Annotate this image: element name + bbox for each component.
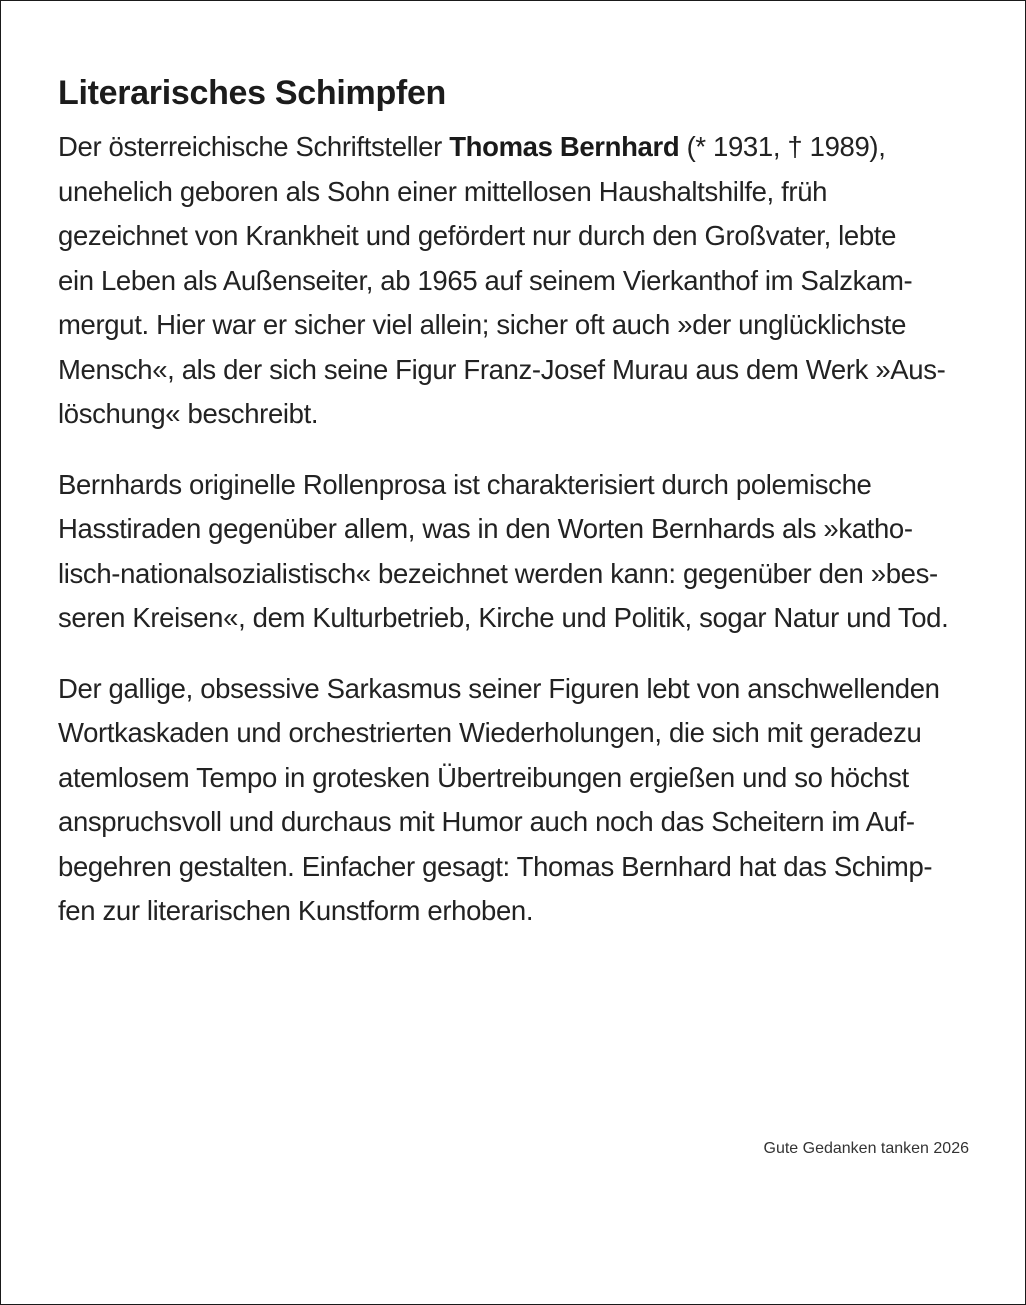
footer-caption: Gute Gedanken tanken 2026: [763, 1140, 969, 1157]
text-line: [58, 125, 970, 170]
text-line: lisch-nationalsozialistisch« bezeichnet werden kann: gegenüber den »bes-: [58, 557, 938, 589]
text-line: Wortkaskaden und orchestrierten Wiederholungen, die sich mit geradezu: [58, 717, 922, 748]
text-line: ein Leben als Außenseiter, ab 1965 auf seinem Vierkanthof im Salzkam-: [58, 264, 913, 296]
text-line: fen zur literarischen Kunstform erhoben.: [58, 895, 534, 926]
paragraph-1: [58, 125, 970, 437]
text-line: löschung« beschreibt.: [58, 398, 319, 429]
author-name-bold: Thomas Bernhard: [449, 131, 680, 162]
text-line: seren Kreisen«, dem Kulturbetrieb, Kirche und Politik, sogar Natur und Tod.: [58, 602, 949, 633]
article: [58, 67, 970, 934]
text-line: begehren gestalten. Einfacher gesagt: Thomas Bernhard hat das Schimp-: [58, 850, 933, 882]
text-segment: (* 1931, † 1989),: [679, 131, 886, 162]
page-title: Literarisches Schimpfen: [58, 74, 447, 112]
text-line: Der gallige, obsessive Sarkasmus seiner Figuren lebt von anschwellenden: [58, 672, 940, 704]
text-line: Mensch«, als der sich seine Figur Franz-Josef Murau aus dem Werk »Aus-: [58, 353, 946, 385]
text-line: mergut. Hier war er sicher viel allein; sicher oft auch »der unglücklichste: [58, 309, 907, 340]
text-line: unehelich geboren als Sohn einer mittellosen Haushaltshilfe, früh: [58, 175, 828, 207]
text-line: Hasstiraden gegenüber allem, was in den Worten Bernhards als »katho-: [58, 513, 913, 544]
text-line: gezeichnet von Krankheit und gefördert nur durch den Großvater, lebte: [58, 220, 897, 251]
text-segment: Der österreichische Schriftsteller: [58, 131, 450, 162]
text-line: atemlosem Tempo in grotesken Übertreibungen ergießen und so höchst: [58, 761, 909, 793]
paragraph-2: [58, 463, 970, 641]
paragraph-3: [58, 667, 970, 934]
text-line: Bernhards originelle Rollenprosa ist charakterisiert durch polemische: [58, 468, 872, 500]
text-line: anspruchsvoll und durchaus mit Humor auch noch das Scheitern im Auf-: [58, 806, 915, 837]
